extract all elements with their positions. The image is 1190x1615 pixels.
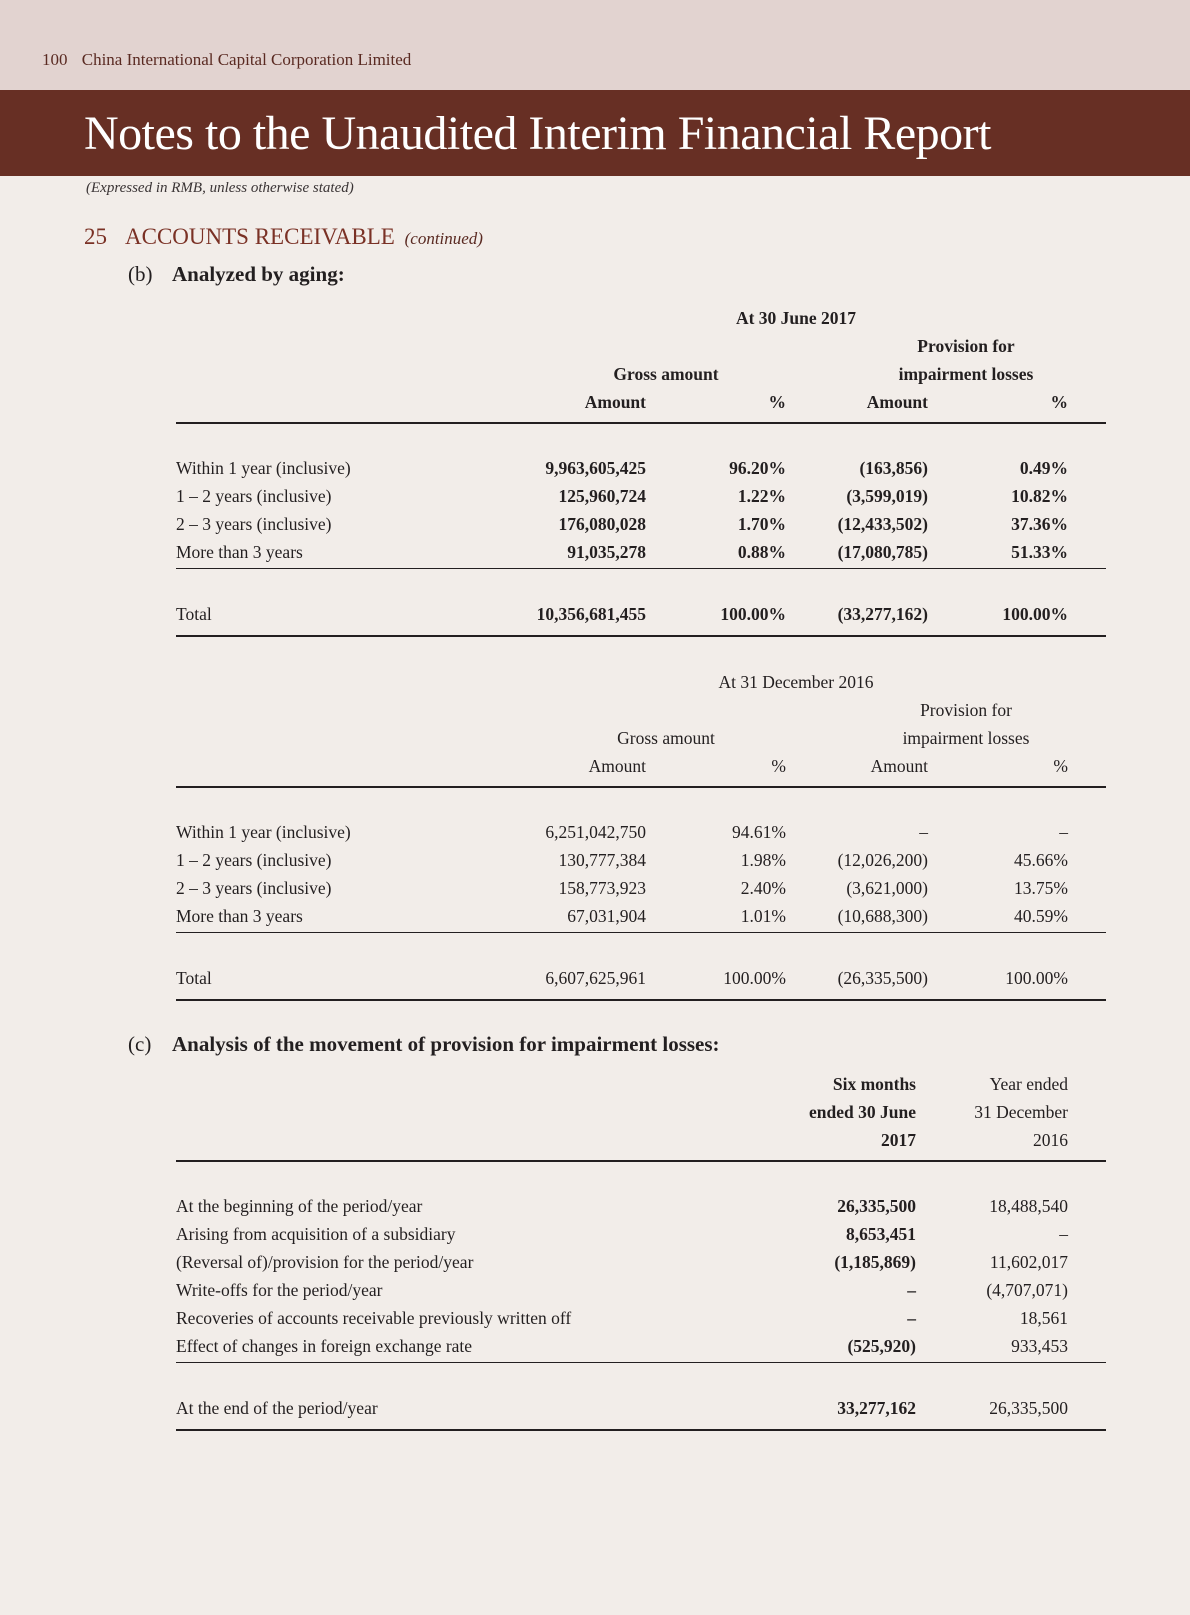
provision-amount: (163,856) <box>859 458 928 478</box>
row-label: 1 – 2 years (inclusive) <box>176 850 332 870</box>
table-row <box>176 906 1106 934</box>
table-row <box>176 486 1106 514</box>
col-pct2: % <box>1053 756 1068 776</box>
total-gross-pct: 100.00% <box>720 604 786 624</box>
header-rule <box>176 786 1106 788</box>
subsection-label: (b) <box>128 262 153 286</box>
value-2017: 8,653,451 <box>846 1224 916 1244</box>
provision-amount: – <box>919 822 928 842</box>
table-row <box>176 850 1106 878</box>
subsection-title: Analyzed by aging: <box>172 262 345 286</box>
provision-amount: (3,621,000) <box>846 878 928 898</box>
table-row <box>176 1336 1106 1364</box>
provision-amount: (3,599,019) <box>846 486 928 506</box>
col2-header-line2: 31 December <box>974 1102 1068 1122</box>
total-2017: 33,277,162 <box>837 1398 916 1418</box>
value-2016: – <box>1059 1224 1068 1244</box>
total-rule <box>176 1429 1106 1431</box>
page-title: Notes to the Unaudited Interim Financial Report <box>84 107 991 160</box>
row-label: Within 1 year (inclusive) <box>176 822 351 842</box>
gross-amount: 9,963,605,425 <box>545 458 646 478</box>
total-gross: 6,607,625,961 <box>545 968 646 988</box>
row-label: (Reversal of)/provision for the period/year <box>176 1252 474 1272</box>
page-number: 100 <box>42 50 68 69</box>
row-label: Recoveries of accounts receivable previously written off <box>176 1308 572 1328</box>
row-label: More than 3 years <box>176 906 303 926</box>
continued-label: (continued) <box>404 229 483 248</box>
gross-amount: 67,031,904 <box>567 906 646 926</box>
table-row <box>176 878 1106 906</box>
provision-pct: 45.66% <box>1014 850 1068 870</box>
col-amount: Amount <box>588 756 646 776</box>
row-label: 2 – 3 years (inclusive) <box>176 878 332 898</box>
value-2016: 18,488,540 <box>989 1196 1068 1216</box>
provision-pct: 37.36% <box>1011 514 1068 534</box>
total-2016: 26,335,500 <box>989 1398 1068 1418</box>
total-gross-pct: 100.00% <box>723 968 786 988</box>
total-row <box>176 968 1106 996</box>
subtotal-rule <box>176 932 1106 933</box>
gross-pct: 1.70% <box>737 514 786 534</box>
provision-amount: (12,026,200) <box>837 850 928 870</box>
provision-pct: 51.33% <box>1011 542 1068 562</box>
total-row <box>176 1398 1106 1426</box>
provision-pct: – <box>1059 822 1068 842</box>
provision-amount: (10,688,300) <box>837 906 928 926</box>
table-row <box>176 1308 1106 1336</box>
total-rule <box>176 999 1106 1001</box>
total-label: Total <box>176 968 212 988</box>
col-amount2: Amount <box>870 756 928 776</box>
table-row <box>176 1252 1106 1280</box>
provision-header-2: impairment losses <box>902 728 1030 748</box>
gross-pct: 94.61% <box>732 822 786 842</box>
row-label: Within 1 year (inclusive) <box>176 458 351 478</box>
total-row <box>176 604 1106 632</box>
period-header: At 30 June 2017 <box>735 308 857 328</box>
col-pct2: % <box>1050 392 1068 412</box>
provision-pct: 10.82% <box>1011 486 1068 506</box>
gross-amount: 130,777,384 <box>558 850 646 870</box>
value-2016: 11,602,017 <box>989 1252 1068 1272</box>
subtotal-rule <box>176 568 1106 569</box>
table-row <box>176 458 1106 486</box>
table-row <box>176 822 1106 850</box>
subsection-title: Analysis of the movement of provision for impairment losses: <box>172 1032 720 1056</box>
value-2016: (4,707,071) <box>986 1280 1068 1300</box>
provision-pct: 40.59% <box>1014 906 1068 926</box>
value-2016: 18,561 <box>1019 1308 1068 1328</box>
col-pct: % <box>768 392 786 412</box>
value-2017: (525,920) <box>847 1336 916 1356</box>
row-label: At the beginning of the period/year <box>176 1196 423 1216</box>
gross-amount: 6,251,042,750 <box>545 822 646 842</box>
gross-amount: 91,035,278 <box>567 542 646 562</box>
table-row <box>176 542 1106 570</box>
total-label: Total <box>176 604 212 624</box>
header-rule <box>176 422 1106 424</box>
provision-pct: 0.49% <box>1019 458 1068 478</box>
col1-header-line1: Six months <box>832 1074 916 1094</box>
gross-pct: 0.88% <box>737 542 786 562</box>
header-rule <box>176 1160 1106 1162</box>
value-2017: – <box>907 1308 916 1328</box>
row-label: Arising from acquisition of a subsidiary <box>176 1224 456 1244</box>
table-row <box>176 1280 1106 1308</box>
total-provision-pct: 100.00% <box>1005 968 1068 988</box>
gross-amount: 176,080,028 <box>558 514 646 534</box>
gross-header: Gross amount <box>617 728 715 748</box>
row-label: 2 – 3 years (inclusive) <box>176 514 332 534</box>
total-rule <box>176 635 1106 637</box>
total-gross: 10,356,681,455 <box>536 604 646 624</box>
value-2016: 933,453 <box>1011 1336 1068 1356</box>
gross-pct: 1.98% <box>740 850 786 870</box>
aging-heading <box>128 262 345 287</box>
period-header: At 31 December 2016 <box>718 672 874 692</box>
gross-pct: 1.01% <box>740 906 786 926</box>
total-provision: (26,335,500) <box>837 968 928 988</box>
row-label: 1 – 2 years (inclusive) <box>176 486 332 506</box>
gross-amount: 158,773,923 <box>558 878 646 898</box>
col-amount: Amount <box>584 392 646 412</box>
total-provision-pct: 100.00% <box>1002 604 1068 624</box>
col1-header-line3: 2017 <box>881 1130 916 1150</box>
provision-amount: (17,080,785) <box>837 542 928 562</box>
col-pct: % <box>771 756 786 776</box>
running-head <box>42 50 411 70</box>
company-name: China International Capital Corporation Limited <box>81 50 412 69</box>
provision-amount: (12,433,502) <box>837 514 928 534</box>
col2-header-line1: Year ended <box>989 1074 1068 1094</box>
currency-note: (Expressed in RMB, unless otherwise stated) <box>86 180 354 196</box>
top-band <box>0 0 1190 90</box>
gross-pct: 96.20% <box>729 458 786 478</box>
total-label: At the end of the period/year <box>176 1398 378 1418</box>
row-label: Effect of changes in foreign exchange rate <box>176 1336 473 1356</box>
movement-heading <box>128 1032 720 1057</box>
gross-pct: 1.22% <box>737 486 786 506</box>
section-title: ACCOUNTS RECEIVABLE <box>125 224 395 249</box>
row-label: Write-offs for the period/year <box>176 1280 383 1300</box>
table-row <box>176 1196 1106 1224</box>
gross-header: Gross amount <box>613 364 719 384</box>
value-2017: – <box>907 1280 916 1300</box>
value-2017: (1,185,869) <box>834 1252 916 1272</box>
provision-header-1: Provision for <box>920 700 1012 720</box>
subsection-label: (c) <box>128 1032 152 1056</box>
gross-amount: 125,960,724 <box>558 486 646 506</box>
subtotal-rule <box>176 1362 1106 1363</box>
col2-header-line3: 2016 <box>1033 1130 1068 1150</box>
gross-pct: 2.40% <box>740 878 786 898</box>
table-row <box>176 514 1106 542</box>
row-label: More than 3 years <box>176 542 303 562</box>
value-2017: 26,335,500 <box>837 1196 916 1216</box>
title-band <box>0 90 1190 176</box>
provision-header-2: impairment losses <box>898 364 1034 384</box>
section-heading <box>84 224 483 250</box>
table-row <box>176 1224 1106 1252</box>
total-provision: (33,277,162) <box>837 604 928 624</box>
section-number: 25 <box>84 224 107 249</box>
provision-pct: 13.75% <box>1014 878 1068 898</box>
col1-header-line2: ended 30 June <box>809 1102 916 1122</box>
provision-header-1: Provision for <box>917 336 1015 356</box>
col-amount2: Amount <box>866 392 928 412</box>
